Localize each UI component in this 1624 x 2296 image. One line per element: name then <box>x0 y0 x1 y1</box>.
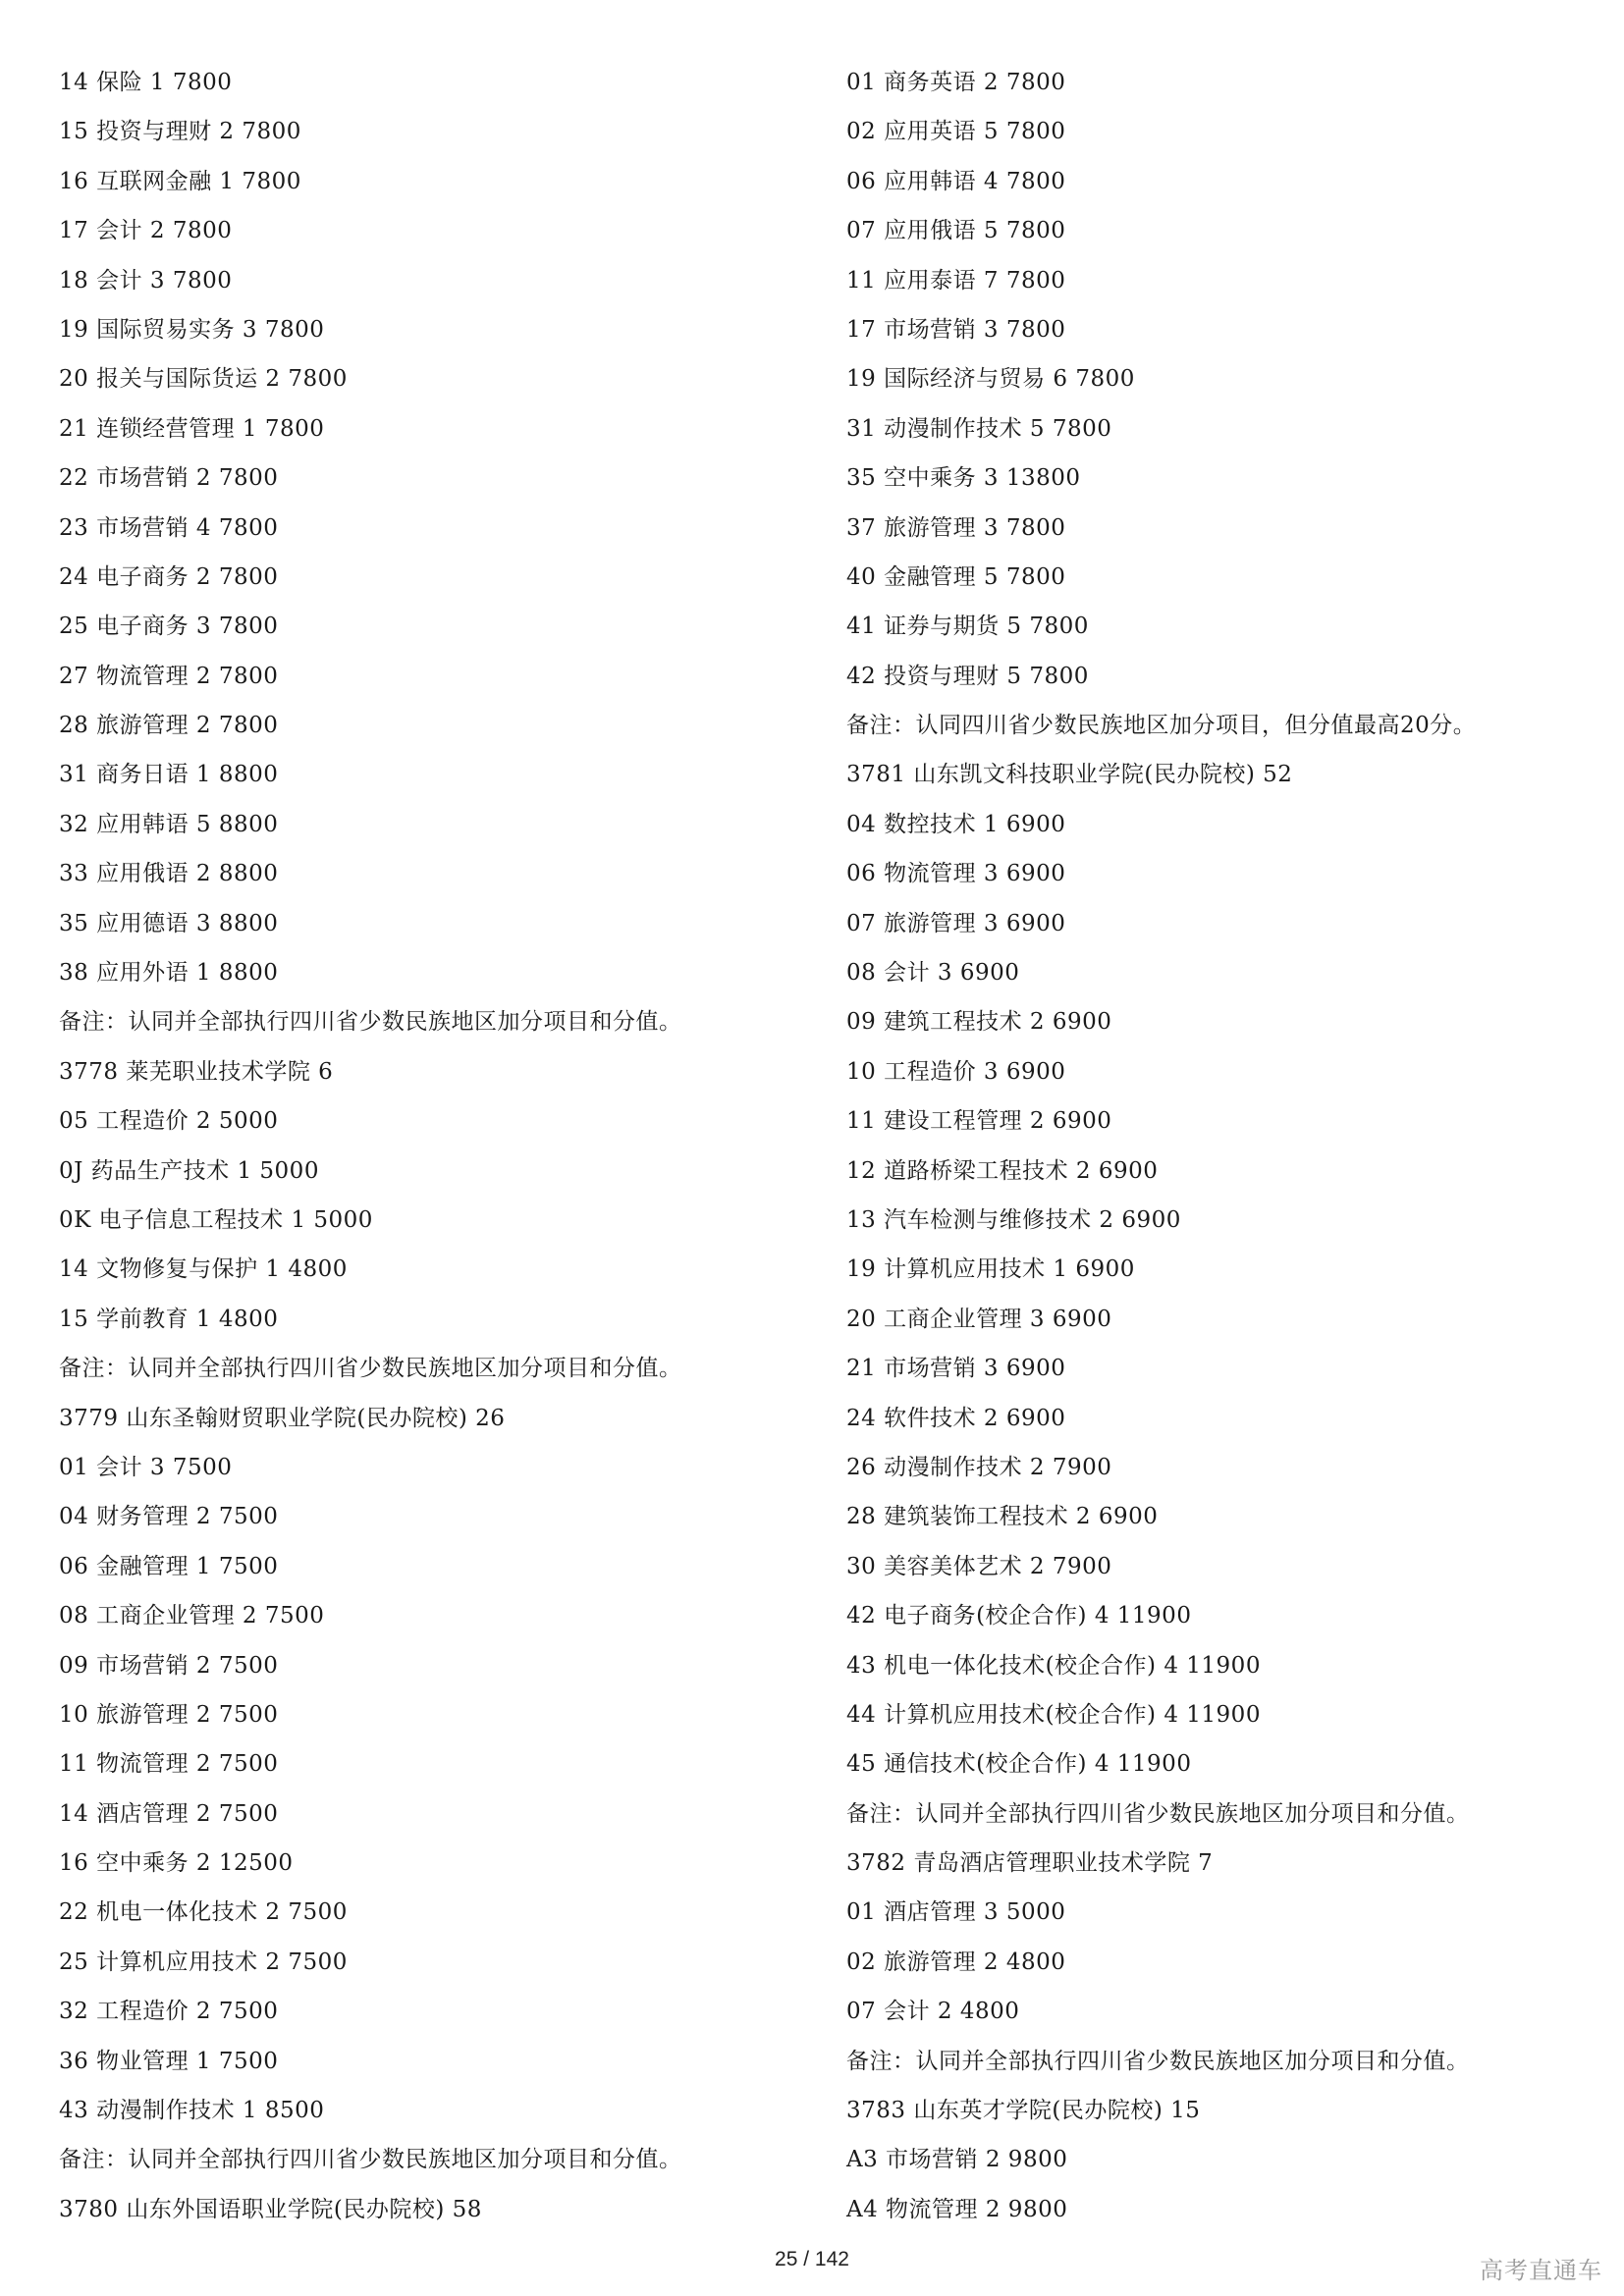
list-item: 06 应用韩语 4 7800 <box>846 168 1066 194</box>
list-item: 45 通信技术(校企合作) 4 11900 <box>846 1751 1192 1778</box>
list-item: 08 工商企业管理 2 7500 <box>59 1603 325 1629</box>
list-item: 备注：认同四川省少数民族地区加分项目，但分值最高20分。 <box>846 713 1477 739</box>
list-item: 3783 山东英才学院(民办院校) 15 <box>846 2098 1201 2124</box>
list-item: 02 应用英语 5 7800 <box>846 119 1066 145</box>
list-item: 3779 山东圣翰财贸职业学院(民办院校) 26 <box>59 1405 506 1431</box>
list-item: 14 文物修复与保护 1 4800 <box>59 1256 348 1283</box>
list-item: 04 数控技术 1 6900 <box>846 811 1066 837</box>
list-item: 28 旅游管理 2 7800 <box>59 713 279 739</box>
list-item: 06 物流管理 3 6900 <box>846 861 1066 887</box>
list-item: 01 酒店管理 3 5000 <box>846 1899 1066 1926</box>
list-item: 3780 山东外国语职业学院(民办院校) 58 <box>59 2196 482 2222</box>
list-item: 09 市场营销 2 7500 <box>59 1652 279 1679</box>
list-item: 08 会计 3 6900 <box>846 960 1020 987</box>
list-item: 11 物流管理 2 7500 <box>59 1751 279 1778</box>
list-item: 13 汽车检测与维修技术 2 6900 <box>846 1206 1181 1233</box>
list-item: 17 市场营销 3 7800 <box>846 316 1066 343</box>
list-item: 35 应用德语 3 8800 <box>59 910 279 936</box>
list-item: 备注：认同并全部执行四川省少数民族地区加分项目和分值。 <box>59 1009 682 1036</box>
list-item: 0K 电子信息工程技术 1 5000 <box>59 1206 373 1233</box>
list-item: 21 连锁经营管理 1 7800 <box>59 415 325 442</box>
list-item: 15 学前教育 1 4800 <box>59 1306 279 1332</box>
list-item: 备注：认同并全部执行四川省少数民族地区加分项目和分值。 <box>59 1356 682 1382</box>
list-item: 02 旅游管理 2 4800 <box>846 1949 1066 1975</box>
list-item: 35 空中乘务 3 13800 <box>846 465 1081 492</box>
list-item: 11 应用泰语 7 7800 <box>846 267 1066 294</box>
list-item: 19 国际贸易实务 3 7800 <box>59 316 325 343</box>
list-item: 07 应用俄语 5 7800 <box>846 218 1066 244</box>
list-item: 23 市场营销 4 7800 <box>59 514 279 541</box>
list-item: 30 美容美体艺术 2 7900 <box>846 1553 1112 1579</box>
list-item: 3778 莱芜职业技术学院 6 <box>59 1058 334 1085</box>
list-item: 27 物流管理 2 7800 <box>59 663 279 689</box>
list-item: 25 电子商务 3 7800 <box>59 614 279 640</box>
list-item: 01 商务英语 2 7800 <box>846 70 1066 95</box>
list-item: 20 报关与国际货运 2 7800 <box>59 366 348 393</box>
list-item: 43 机电一体化技术(校企合作) 4 11900 <box>846 1652 1261 1679</box>
list-item: 26 动漫制作技术 2 7900 <box>846 1454 1112 1480</box>
list-item: 09 建筑工程技术 2 6900 <box>846 1009 1112 1036</box>
list-item: 28 建筑装饰工程技术 2 6900 <box>846 1504 1159 1530</box>
list-item: 19 计算机应用技术 1 6900 <box>846 1256 1135 1283</box>
list-item: 44 计算机应用技术(校企合作) 4 11900 <box>846 1701 1261 1728</box>
list-item: 备注：认同并全部执行四川省少数民族地区加分项目和分值。 <box>846 1800 1470 1827</box>
list-item: 备注：认同并全部执行四川省少数民族地区加分项目和分值。 <box>59 2147 682 2173</box>
list-item: 17 会计 2 7800 <box>59 218 233 244</box>
list-item: A3 市场营销 2 9800 <box>846 2147 1068 2173</box>
list-item: 36 物业管理 1 7500 <box>59 2048 279 2074</box>
list-item: 15 投资与理财 2 7800 <box>59 119 301 145</box>
list-item: 31 商务日语 1 8800 <box>59 762 279 788</box>
list-item: 19 国际经济与贸易 6 7800 <box>846 366 1135 393</box>
left-column <box>59 63 805 2239</box>
list-item: 14 酒店管理 2 7500 <box>59 1800 279 1827</box>
list-item: 22 机电一体化技术 2 7500 <box>59 1899 348 1926</box>
list-item: 3781 山东凯文科技职业学院(民办院校) 52 <box>846 762 1293 788</box>
list-item: 备注：认同并全部执行四川省少数民族地区加分项目和分值。 <box>846 2048 1470 2074</box>
list-item: 16 互联网金融 1 7800 <box>59 168 301 194</box>
page-number: 25 / 142 <box>775 2248 849 2270</box>
list-item: 05 工程造价 2 5000 <box>59 1108 279 1135</box>
list-item: 42 投资与理财 5 7800 <box>846 663 1089 689</box>
list-item: 22 市场营销 2 7800 <box>59 465 279 492</box>
list-item: 32 应用韩语 5 8800 <box>59 811 279 837</box>
list-item: 41 证券与期货 5 7800 <box>846 614 1089 640</box>
list-item: 01 会计 3 7500 <box>59 1454 233 1480</box>
list-item: 14 保险 1 7800 <box>59 70 233 95</box>
list-item: 10 旅游管理 2 7500 <box>59 1701 279 1728</box>
list-item: 43 动漫制作技术 1 8500 <box>59 2098 325 2124</box>
list-item: 24 软件技术 2 6900 <box>846 1405 1066 1431</box>
list-item: 06 金融管理 1 7500 <box>59 1553 279 1579</box>
list-item: 07 旅游管理 3 6900 <box>846 910 1066 936</box>
list-item: 32 工程造价 2 7500 <box>59 1999 279 2025</box>
list-item: 18 会计 3 7800 <box>59 267 233 294</box>
list-item: 42 电子商务(校企合作) 4 11900 <box>846 1603 1192 1629</box>
list-item: 24 电子商务 2 7800 <box>59 563 279 590</box>
list-item: 20 工商企业管理 3 6900 <box>846 1306 1112 1332</box>
list-item: 3782 青岛酒店管理职业技术学院 7 <box>846 1850 1214 1877</box>
list-item: A4 物流管理 2 9800 <box>846 2196 1068 2222</box>
list-item: 33 应用俄语 2 8800 <box>59 861 279 887</box>
list-item: 21 市场营销 3 6900 <box>846 1356 1066 1382</box>
list-item: 10 工程造价 3 6900 <box>846 1058 1066 1085</box>
list-item: 25 计算机应用技术 2 7500 <box>59 1949 348 1975</box>
list-item: 40 金融管理 5 7800 <box>846 563 1066 590</box>
list-item: 11 建设工程管理 2 6900 <box>846 1108 1112 1135</box>
right-column <box>846 63 1593 2239</box>
watermark-text: 高考直通车 <box>1480 2257 1602 2284</box>
list-item: 12 道路桥梁工程技术 2 6900 <box>846 1157 1159 1184</box>
list-item: 04 财务管理 2 7500 <box>59 1504 279 1530</box>
list-item: 37 旅游管理 3 7800 <box>846 514 1066 541</box>
list-item: 38 应用外语 1 8800 <box>59 960 279 987</box>
list-item: 07 会计 2 4800 <box>846 1999 1020 2025</box>
list-item: 0J 药品生产技术 1 5000 <box>59 1157 319 1184</box>
list-item: 16 空中乘务 2 12500 <box>59 1850 294 1877</box>
list-item: 31 动漫制作技术 5 7800 <box>846 415 1112 442</box>
